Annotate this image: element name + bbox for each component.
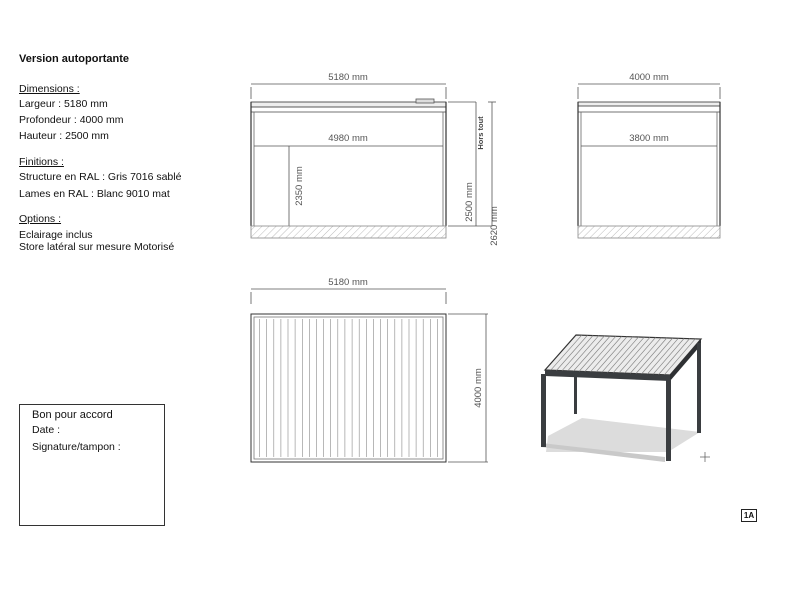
- louver-slats: [260, 319, 438, 457]
- approval-signature-label: Signature/tampon :: [32, 441, 121, 453]
- approval-heading: Bon pour accord: [32, 409, 113, 421]
- side-overall-width: 4000 mm: [629, 72, 669, 83]
- front-view: [251, 84, 496, 238]
- isometric-view: [541, 335, 710, 462]
- options-heading: Options :: [19, 213, 62, 225]
- finitions-heading: Finitions :: [19, 156, 64, 168]
- top-view: [251, 289, 488, 462]
- finition-lames: Lames en RAL : Blanc 9010 mat: [19, 188, 170, 200]
- dimension-depth: Profondeur : 4000 mm: [19, 114, 124, 126]
- side-view: [578, 84, 720, 238]
- dimension-height: Hauteur : 2500 mm: [19, 130, 109, 142]
- option-store: Store latéral sur mesure Motorisé: [19, 241, 175, 253]
- option-lighting: Eclairage inclus: [19, 229, 93, 241]
- page-title: Version autoportante: [19, 53, 130, 65]
- finition-structure: Structure en RAL : Gris 7016 sablé: [19, 171, 182, 183]
- side-inner-width: 3800 mm: [629, 133, 669, 144]
- dimensions-heading: Dimensions :: [19, 83, 80, 95]
- approval-date-label: Date :: [32, 424, 61, 436]
- front-overall-width: 5180 mm: [328, 72, 368, 83]
- front-inner-height: 2350 mm: [294, 166, 305, 206]
- top-depth: 4000 mm: [473, 368, 484, 408]
- front-inner-width: 4980 mm: [328, 133, 368, 144]
- top-width: 5180 mm: [328, 277, 368, 288]
- hors-tout-label: Hors tout: [476, 116, 485, 150]
- sheet-tag: 1A: [741, 509, 757, 522]
- front-height: 2500 mm: [464, 182, 475, 222]
- front-total-height: 2620 mm: [489, 206, 500, 246]
- dimension-width: Largeur : 5180 mm: [19, 98, 108, 110]
